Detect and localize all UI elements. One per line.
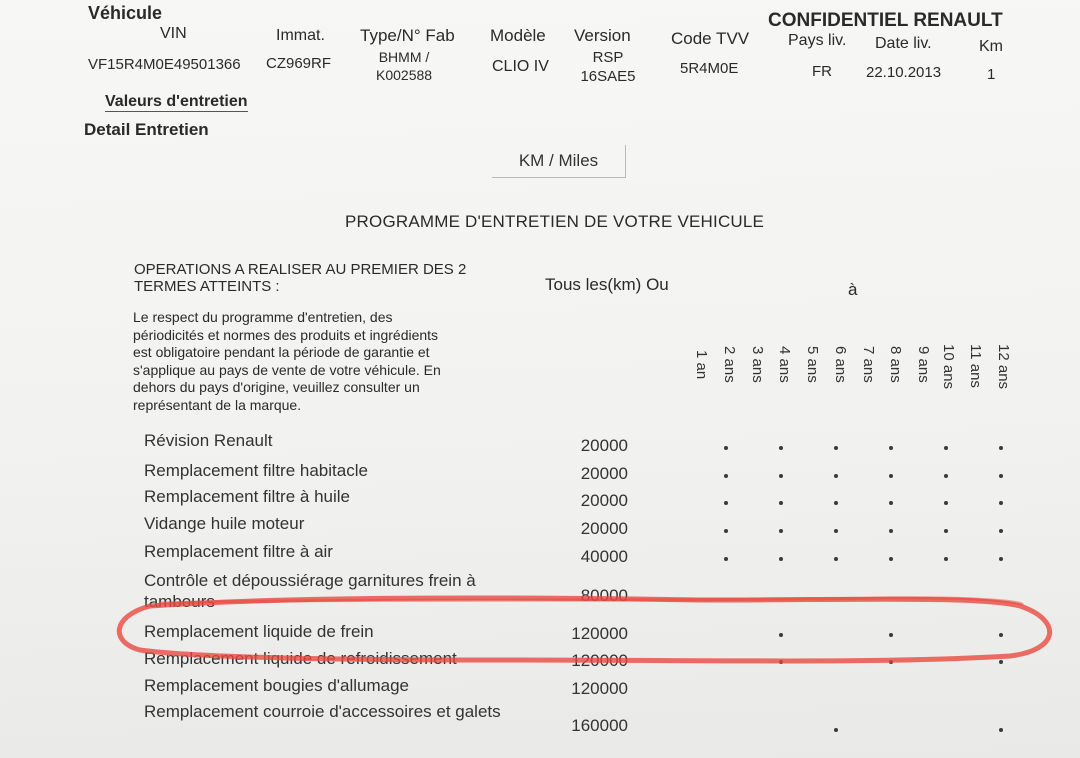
col-vin: VIN xyxy=(160,25,187,42)
operation-label: Remplacement liquide de frein xyxy=(144,622,374,641)
tous-les-label: Tous les(km) Ou xyxy=(545,275,669,294)
value-vin: VF15R4M0E49501366 xyxy=(88,56,241,73)
operation-km: 120000 xyxy=(571,651,628,670)
notice-line: dehors du pays d'origine, veuillez consulter un xyxy=(133,379,420,396)
confidential-label: CONFIDENTIEL RENAULT xyxy=(768,10,1003,31)
operation-label: Vidange huile moteur xyxy=(144,514,305,533)
operation-km: 20000 xyxy=(580,464,628,483)
col-km: Km xyxy=(979,38,1003,55)
notice-line: est obligatoire pendant la période de garantie et xyxy=(133,344,430,361)
year-header: 4 ans xyxy=(776,346,793,383)
year-header: 5 ans xyxy=(804,346,821,383)
year-header: 9 ans xyxy=(915,346,932,383)
year-header: 2 ans xyxy=(721,346,738,383)
col-immat: Immat. xyxy=(276,27,325,44)
year-header: 10 ans xyxy=(940,344,957,390)
vehicle-title: Véhicule xyxy=(88,3,163,23)
value-immat: CZ969RF xyxy=(266,55,332,72)
col-model: Modèle xyxy=(490,26,546,45)
col-code-tvv: Code TVV xyxy=(671,29,750,48)
operation-km: 120000 xyxy=(571,679,628,698)
operation-km: 20000 xyxy=(580,519,628,538)
col-type: Type/N° Fab xyxy=(360,26,455,45)
year-header: 8 ans xyxy=(887,346,904,383)
value-version: RSP 16SAE5 xyxy=(580,49,636,85)
operation-label: Remplacement filtre à air xyxy=(144,542,333,561)
notice-line: périodicités et normes des produits et ingrédients xyxy=(133,326,439,343)
operation-label: Remplacement courroie d'accessoires et galets xyxy=(144,702,501,721)
year-header: 7 ans xyxy=(860,346,877,383)
value-type: BHMM / K002588 xyxy=(376,49,433,83)
value-code-tvv: 5R4M0E xyxy=(680,60,739,77)
year-header: 11 ans xyxy=(967,344,984,388)
operation-km: 20000 xyxy=(580,436,628,455)
operation-km: 40000 xyxy=(580,547,628,566)
value-date: 22.10.2013 xyxy=(866,64,942,81)
col-date: Date liv. xyxy=(875,35,932,52)
program-title: PROGRAMME D'ENTRETIEN DE VOTRE VEHICULE xyxy=(345,212,765,231)
year-header: 1 an xyxy=(693,350,710,380)
operation-label: Contrôle et dépoussiérage garnitures frein à tambours xyxy=(144,571,476,611)
operation-km: 160000 xyxy=(571,716,628,735)
col-pays: Pays liv. xyxy=(788,32,847,49)
operation-label: Révision Renault xyxy=(144,431,273,450)
km-miles-button[interactable]: KM / Miles xyxy=(492,145,626,178)
year-header: 3 ans xyxy=(749,346,766,383)
notice-line: représentant de la marque. xyxy=(133,396,302,413)
notice-line: Le respect du programme d'entretien, des xyxy=(133,309,393,325)
a-label: à xyxy=(848,280,858,299)
operation-km: 80000 xyxy=(580,586,628,605)
operation-label: Remplacement bougies d'allumage xyxy=(144,676,410,695)
detail-entretien-heading: Detail Entretien xyxy=(84,120,209,139)
notice-line: s'applique au pays de vente de votre véhicule. En xyxy=(133,361,441,378)
value-pays: FR xyxy=(812,63,832,80)
year-header: 6 ans xyxy=(832,346,849,383)
operation-label: Remplacement liquide de refroidissement xyxy=(144,649,457,668)
operation-label: Remplacement filtre habitacle xyxy=(144,461,368,480)
value-model: CLIO IV xyxy=(492,58,549,75)
col-version: Version xyxy=(574,26,631,45)
valeurs-entretien-link[interactable]: Valeurs d'entretien xyxy=(105,93,248,110)
operation-label: Remplacement filtre à huile xyxy=(144,487,350,506)
operation-km: 20000 xyxy=(580,491,628,510)
year-header: 12 ans xyxy=(995,344,1012,390)
operation-km: 120000 xyxy=(571,624,628,643)
operations-heading: OPERATIONS A REALISER AU PREMIER DES 2 TERMES ATTEINTS : xyxy=(134,261,467,295)
value-km: 1 xyxy=(987,66,996,83)
